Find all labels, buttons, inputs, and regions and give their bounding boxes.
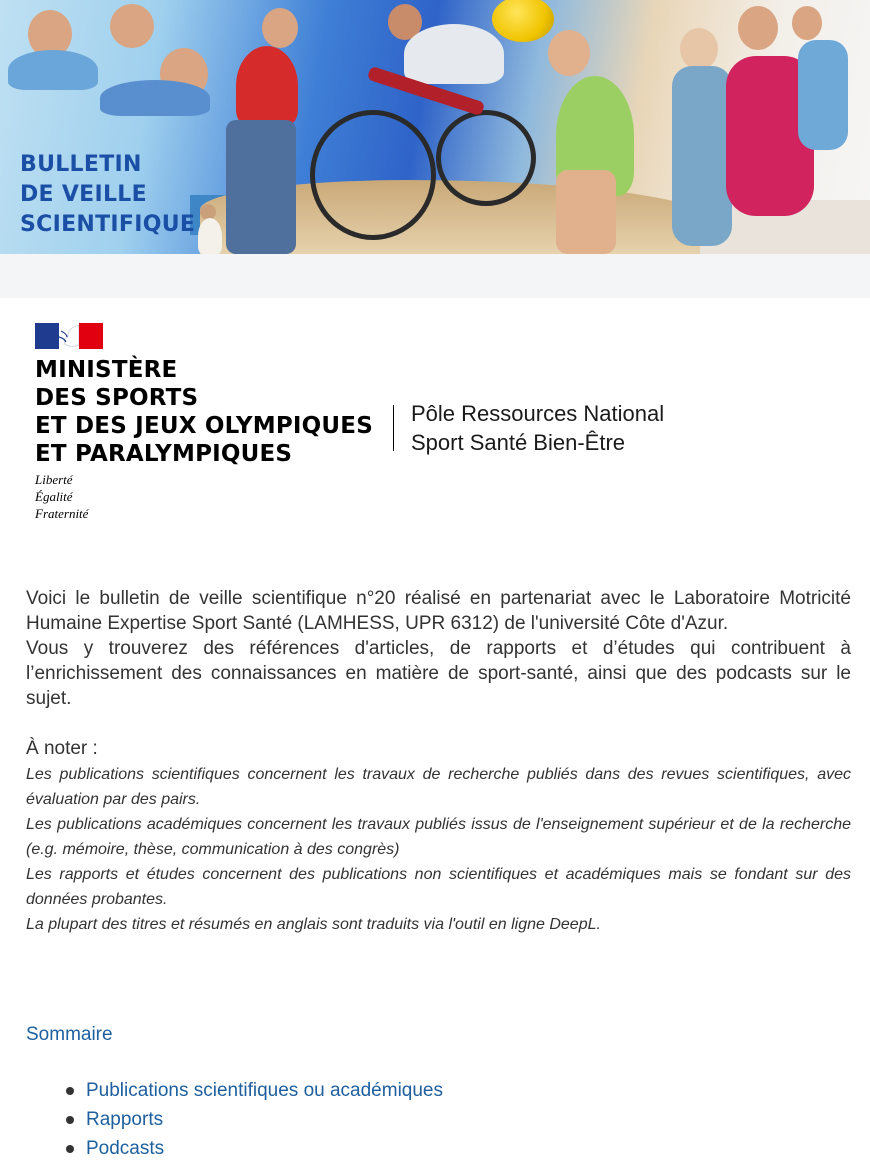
intro-paragraph: Voici le bulletin de veille scientifique n°20 réalisé en partenariat avec le Laboratoire Motricité Humaine Expertise Sport Santé (LAMHESS, UPR 6312) de l'université Côte d'Azur. bbox=[26, 588, 851, 634]
banner-ball bbox=[492, 0, 554, 42]
banner-senior-head-3 bbox=[792, 6, 822, 40]
banner-hiker-legs bbox=[226, 120, 296, 254]
ministry-name-line: MINISTÈRE bbox=[35, 357, 178, 383]
pole-name-line: Sport Santé Bien-Être bbox=[411, 430, 626, 455]
ministry-name-line: ET PARALYMPIQUES bbox=[35, 441, 293, 467]
banner-title-line: DE VEILLE bbox=[20, 182, 147, 207]
motto-line: Liberté bbox=[35, 472, 73, 487]
sommaire-link-podcasts[interactable]: Podcasts bbox=[86, 1138, 165, 1159]
banner-title-line: SCIENTIFIQUE bbox=[20, 212, 196, 237]
bulletin-content bbox=[26, 586, 851, 937]
note-item: Les rapports et études concernent des publications non scientifiques et académiques mais se fondant sur des données probantes. bbox=[26, 866, 851, 908]
header-banner bbox=[0, 0, 870, 254]
ministry-logo bbox=[35, 323, 735, 528]
sommaire-title: Sommaire bbox=[26, 1024, 113, 1045]
ministry-name-line: DES SPORTS bbox=[35, 385, 199, 411]
banner-bike-wheel-front bbox=[310, 110, 436, 240]
motto-line: Égalité bbox=[35, 489, 73, 504]
banner-title bbox=[20, 150, 195, 240]
banner-senior-body-3 bbox=[798, 40, 848, 150]
banner-senior-head-1 bbox=[680, 28, 718, 70]
banner-hiker-head bbox=[262, 8, 298, 48]
sommaire-item bbox=[62, 1105, 443, 1134]
sommaire-link-publications[interactable]: Publications scientifiques ou académiques bbox=[86, 1080, 443, 1101]
motto-line: Fraternité bbox=[35, 506, 89, 521]
notes-list bbox=[26, 762, 851, 937]
separator-strip bbox=[0, 254, 870, 298]
banner-title-line: BULLETIN bbox=[20, 152, 142, 177]
banner-hiker-body bbox=[236, 46, 298, 126]
note-item: La plupart des titres et résumés en anglais sont traduits via l'outil en ligne DeepL. bbox=[26, 916, 601, 933]
note-item: Les publications académiques concernent les travaux publiés issus de l'enseignement supérieur et de la recherche (e.g. mémoire, thèse, communication à des congrès) bbox=[26, 816, 851, 858]
banner-senior-body-1 bbox=[672, 66, 732, 246]
banner-bike-wheel-back bbox=[436, 110, 536, 206]
marianne-profile-icon bbox=[59, 323, 79, 349]
marianne-flag-icon bbox=[35, 323, 103, 349]
notes-heading: À noter : bbox=[26, 738, 98, 759]
sommaire-link-rapports[interactable]: Rapports bbox=[86, 1109, 164, 1130]
sommaire-item bbox=[62, 1076, 443, 1105]
sommaire-list bbox=[62, 1076, 443, 1163]
pole-ressources-name bbox=[411, 399, 664, 457]
banner-volley-legs bbox=[556, 170, 616, 254]
ministry-name-line: ET DES JEUX OLYMPIQUES bbox=[35, 413, 373, 439]
banner-cyclist-body bbox=[404, 24, 504, 84]
banner-volley-head bbox=[548, 30, 590, 76]
intro-paragraph: Vous y trouverez des références d'articles, de rapports et d’études qui contribuent à l’enrichissement des connaissances en matière de sport-santé, ainsi que des podcasts sur le sujet. bbox=[26, 638, 851, 709]
logo-divider bbox=[393, 405, 394, 451]
sommaire-item bbox=[62, 1134, 443, 1163]
banner-child-swimmer-2 bbox=[110, 4, 154, 48]
ministry-name bbox=[35, 356, 373, 468]
banner-senior-head-2 bbox=[738, 6, 778, 50]
banner-child-swimmer-body-1 bbox=[8, 50, 98, 90]
republic-motto bbox=[35, 471, 88, 522]
pole-name-line: Pôle Ressources National bbox=[411, 401, 665, 426]
banner-child-swimmer-body-3 bbox=[100, 80, 210, 116]
banner-beach-child-body bbox=[198, 218, 222, 254]
note-item: Les publications scientifiques concernent les travaux de recherche publiés dans des revues scientifiques, avec évaluation par des pairs. bbox=[26, 766, 851, 808]
